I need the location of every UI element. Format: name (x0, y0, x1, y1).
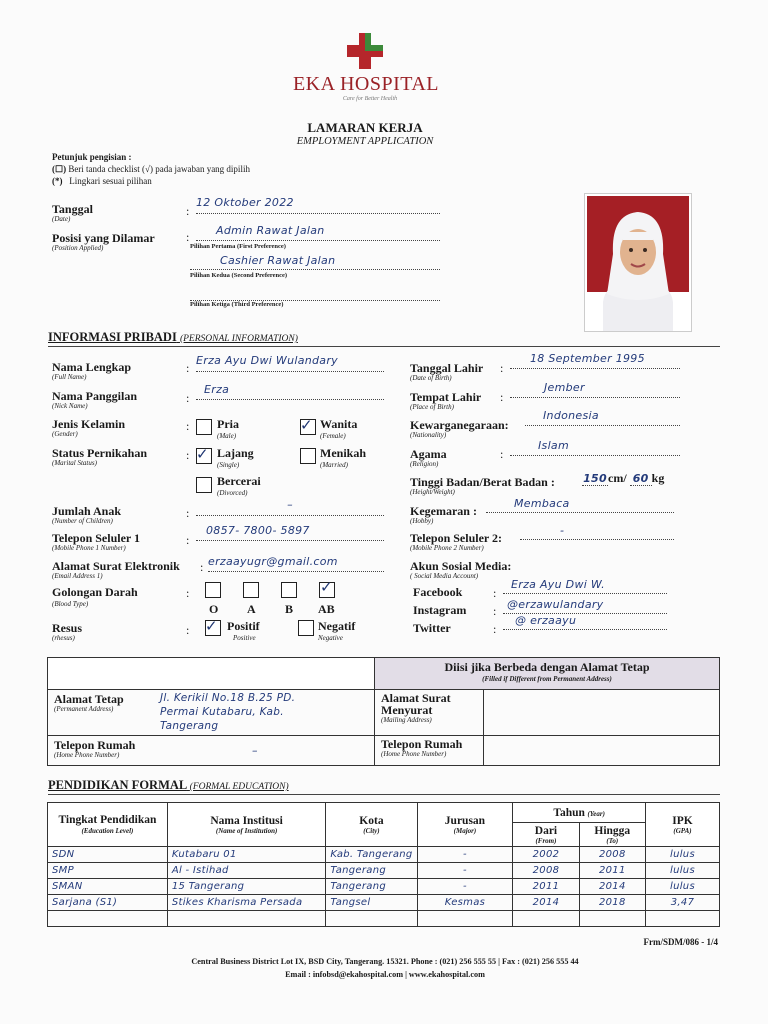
edu-cell-level[interactable] (48, 911, 168, 927)
pob-field[interactable]: Jember (510, 381, 680, 398)
edu-cell-city[interactable]: Tangerang (326, 879, 417, 895)
edu-cell-gpa[interactable]: lulus (646, 847, 720, 863)
nick-name-colon: : (186, 391, 190, 405)
blood-a-checkbox[interactable] (243, 582, 259, 598)
position-second-caption: Pilihan Kedua (Second Preference) (190, 272, 288, 279)
home-phone-field[interactable]: – (252, 744, 258, 757)
edu-cell-gpa[interactable] (646, 911, 720, 927)
phone1-label: Telepon Seluler 1 (Mobile Phone 1 Number) (52, 531, 141, 552)
education-table (47, 802, 720, 927)
applicant-photo (584, 193, 692, 332)
mailing-address-field[interactable] (484, 690, 720, 736)
full-name-label: Nama Lengkap (Full Name) (52, 360, 132, 381)
phone1-colon: : (186, 533, 190, 547)
single-check-mark: ✓ (196, 445, 209, 463)
edu-cell-from[interactable]: 2014 (513, 895, 579, 911)
twitter-colon: : (493, 622, 497, 636)
edu-cell-major[interactable]: Kesmas (417, 895, 513, 911)
instagram-label: Instagram (413, 603, 467, 617)
rhesus-label: Resus (rhesus) (52, 621, 83, 642)
date-colon: : (186, 204, 190, 218)
blood-ab-check-mark: ✓ (320, 578, 333, 596)
edu-cell-from[interactable]: 2008 (513, 863, 579, 879)
edu-cell-inst[interactable]: Kutabaru 01 (167, 847, 326, 863)
edu-cell-city[interactable]: Tangerang (326, 863, 417, 879)
address-header-blank (48, 658, 375, 690)
edu-header-city: Kota (City) (326, 803, 417, 847)
edu-cell-from[interactable]: 2002 (513, 847, 579, 863)
divorced-checkbox[interactable] (196, 477, 212, 493)
rhesus-positive-check-mark: ✓ (205, 617, 218, 635)
single-option-label: Lajang (Single) (217, 446, 254, 469)
address-table (47, 657, 720, 766)
full-name-field[interactable]: Erza Ayu Dwi Wulandary (196, 354, 384, 372)
edu-header-from: Dari (From) (513, 823, 579, 847)
blood-o-label: O (209, 602, 219, 616)
hobby-field[interactable]: Membaca (486, 497, 674, 513)
position-third-caption: Pilihan Ketiga (Third Preference) (190, 301, 284, 308)
position-third-field[interactable] (190, 286, 440, 301)
position-first-field[interactable]: Admin Rawat Jalan (196, 224, 440, 241)
personal-section-title: INFORMASI PRIBADI (PERSONAL INFORMATION) (48, 330, 298, 344)
edu-cell-level[interactable]: SMP (48, 863, 168, 879)
hobby-label: Kegemaran : (Hobby) (410, 504, 477, 525)
marital-label: Status Pernikahan (Marital Status) (52, 446, 148, 467)
nationality-field[interactable]: Indonesia (525, 409, 680, 426)
table-row (48, 911, 720, 927)
blood-ab-label: AB (318, 602, 335, 616)
permanent-address-label: Alamat Tetap (Permanent Address) (54, 692, 124, 713)
hospital-logo-icon (345, 31, 385, 71)
edu-header-to: Hingga (To) (579, 823, 645, 847)
marital-colon: : (186, 448, 190, 462)
edu-cell-inst[interactable]: Al - Istihad (167, 863, 326, 879)
email-colon: : (200, 560, 204, 574)
edu-header-major: Jurusan (Major) (417, 803, 513, 847)
form-subtitle: EMPLOYMENT APPLICATION (296, 136, 434, 147)
dob-label: Tanggal Lahir (Date of Birth) (410, 361, 484, 382)
weight-value[interactable]: 60 (630, 472, 652, 486)
female-option-label: Wanita (Female) (320, 417, 358, 440)
edu-cell-city[interactable] (326, 911, 417, 927)
nick-name-label: Nama Panggilan (Nick Name) (52, 389, 138, 410)
religion-label: Agama (Religion) (410, 447, 447, 468)
edu-cell-level[interactable]: Sarjana (S1) (48, 895, 168, 911)
instructions (52, 151, 250, 187)
edu-cell-from[interactable] (513, 911, 579, 927)
female-check-mark: ✓ (300, 416, 313, 434)
male-option-label: Pria (Male) (217, 417, 239, 440)
instagram-colon: : (493, 604, 497, 618)
mailing-address-label: Alamat Surat Menyurat (Mailing Address) (375, 690, 484, 736)
pob-colon: : (500, 390, 504, 404)
edu-cell-gpa[interactable]: lulus (646, 863, 720, 879)
table-row (48, 879, 720, 895)
blood-a-label: A (247, 602, 256, 616)
edu-header-institution: Nama Institusi (Name of Institution) (167, 803, 326, 847)
edu-cell-major[interactable]: - (417, 863, 513, 879)
rhesus-negative-label: Negatif Negative (318, 619, 356, 642)
edu-cell-city[interactable]: Tangsel (326, 895, 417, 911)
edu-header-level: Tingkat Pendidikan (Education Level) (48, 803, 168, 847)
divorced-option-label: Bercerai (Divorced) (217, 474, 261, 497)
blood-o-checkbox[interactable] (205, 582, 221, 598)
position-label: Posisi yang Dilamar (Position Applied) (52, 231, 155, 252)
email-field[interactable]: erzaayugr@gmail.com (208, 555, 384, 572)
married-checkbox[interactable] (300, 448, 316, 464)
edu-cell-inst[interactable]: Stikes Kharisma Persada (167, 895, 326, 911)
edu-cell-major[interactable]: - (417, 847, 513, 863)
edu-cell-inst[interactable]: 15 Tangerang (167, 879, 326, 895)
table-row (48, 863, 720, 879)
permanent-address-cell (48, 690, 375, 736)
address-diff-header: Diisi jika Berbeda dengan Alamat Tetap (Filled if Different from Permanent Address) (375, 658, 720, 690)
facebook-field[interactable]: Erza Ayu Dwi W. (503, 578, 667, 594)
table-row (48, 847, 720, 863)
edu-cell-to[interactable]: 2018 (579, 895, 645, 911)
gender-label: Jenis Kelamin (Gender) (52, 417, 126, 438)
form-code: Frm/SDM/086 - 1/4 (643, 937, 718, 947)
date-label: Tanggal (Date) (52, 202, 93, 223)
rhesus-negative-checkbox[interactable] (298, 620, 314, 636)
section-divider (48, 346, 720, 347)
edu-cell-city[interactable]: Kab. Tangerang (326, 847, 417, 863)
edu-cell-major[interactable]: - (417, 879, 513, 895)
edu-cell-level[interactable]: SMAN (48, 879, 168, 895)
married-option-label: Menikah (Married) (320, 446, 367, 469)
facebook-colon: : (493, 586, 497, 600)
home-phone-label: Telepon Rumah (Home Phone Number) (54, 738, 136, 759)
twitter-label: Twitter (413, 621, 451, 635)
pob-label: Tempat Lahir (Place of Birth) (410, 390, 482, 411)
social-media-label: Akun Sosial Media: ( Social Media Account) (410, 559, 512, 580)
dob-field[interactable]: 18 September 1995 (510, 352, 680, 369)
height-value[interactable]: 150 (583, 472, 607, 485)
religion-colon: : (500, 447, 504, 461)
home-phone-2-field[interactable] (484, 736, 720, 766)
position-first-caption: Pilihan Pertama (First Preference) (190, 243, 286, 250)
hospital-brand: EKA HOSPITAL (292, 73, 440, 95)
blood-type-label: Golongan Darah (Blood Type) (52, 585, 138, 608)
rhesus-positive-label: Positif Positive (227, 619, 260, 642)
home-phone-cell (48, 736, 375, 766)
children-label: Jumlah Anak (Number of Children) (52, 504, 122, 525)
education-divider (48, 794, 720, 795)
children-field[interactable]: – (196, 498, 384, 516)
education-rows (48, 847, 720, 927)
rhesus-colon: : (186, 623, 190, 637)
footer-contact: Email : infobsd@ekahospital.com | www.ekahospital.com (285, 970, 485, 979)
edu-cell-inst[interactable] (167, 911, 326, 927)
height-weight-field[interactable]: 150cm/ 60 kg (583, 471, 665, 485)
blood-b-label: B (285, 602, 294, 616)
form-title: LAMARAN KERJA (307, 120, 423, 135)
edu-header-year: Tahun (Year) (513, 803, 646, 823)
footer-address: Central Business District Lot IX, BSD City, Tangerang. 15321. Phone : (021) 256 555 55 | Fax : (021) 256 555 44 (191, 957, 579, 966)
phone2-label: Telepon Seluler 2: (Mobile Phone 2 Number) (410, 531, 503, 552)
edu-cell-gpa[interactable]: 3,47 (646, 895, 720, 911)
hospital-tagline: Care for Better Health (342, 96, 398, 102)
edu-cell-level[interactable]: SDN (48, 847, 168, 863)
height-weight-label: Tinggi Badan/Berat Badan : (Height/Weight) (410, 475, 555, 496)
male-checkbox[interactable] (196, 419, 212, 435)
phone1-field[interactable]: 0857- 7800- 5897 (196, 524, 384, 541)
edu-cell-major[interactable] (417, 911, 513, 927)
position-colon: : (186, 230, 190, 244)
twitter-field[interactable]: @ erzaayu (503, 614, 667, 630)
home-phone-2-label: Telepon Rumah (Home Phone Number) (375, 736, 484, 766)
dob-colon: : (500, 361, 504, 375)
instruction-circle: (*) Lingkari sesuai pilihan (52, 176, 152, 186)
facebook-label: Facebook (413, 585, 463, 599)
instagram-field[interactable]: @erzawulandary (503, 598, 667, 614)
edu-cell-to[interactable]: 2008 (579, 847, 645, 863)
full-name-colon: : (186, 361, 190, 375)
permanent-address-field[interactable]: Jl. Kerikil No.18 B.25 PD. Permai Kutabaru, Kab. Tangerang (160, 692, 296, 732)
email-label: Alamat Surat Elektronik (Email Address 1) (52, 559, 180, 580)
phone2-field[interactable]: - (520, 524, 674, 540)
nick-name-field[interactable]: Erza (196, 383, 384, 400)
edu-cell-gpa[interactable]: lulus (646, 879, 720, 895)
table-row (48, 895, 720, 911)
children-colon: : (186, 506, 190, 520)
gender-colon: : (186, 419, 190, 433)
instruction-checklist: (☐) Beri tanda checklist (√) pada jawaban yang dipilih (52, 164, 250, 174)
education-section-title: PENDIDIKAN FORMAL (FORMAL EDUCATION) (48, 778, 289, 792)
edu-cell-to[interactable]: 2011 (579, 863, 645, 879)
edu-cell-to[interactable]: 2014 (579, 879, 645, 895)
edu-cell-to[interactable] (579, 911, 645, 927)
instructions-title: Petunjuk pengisian : (52, 152, 132, 162)
edu-cell-from[interactable]: 2011 (513, 879, 579, 895)
nationality-label: Kewarganegaraan: (Nationality) (410, 418, 509, 439)
religion-field[interactable]: Islam (510, 439, 680, 456)
blood-type-colon: : (186, 586, 190, 600)
blood-b-checkbox[interactable] (281, 582, 297, 598)
date-field[interactable]: 12 Oktober 2022 (196, 196, 440, 214)
edu-header-gpa: IPK (GPA) (646, 803, 720, 847)
position-second-field[interactable]: Cashier Rawat Jalan (190, 254, 440, 270)
